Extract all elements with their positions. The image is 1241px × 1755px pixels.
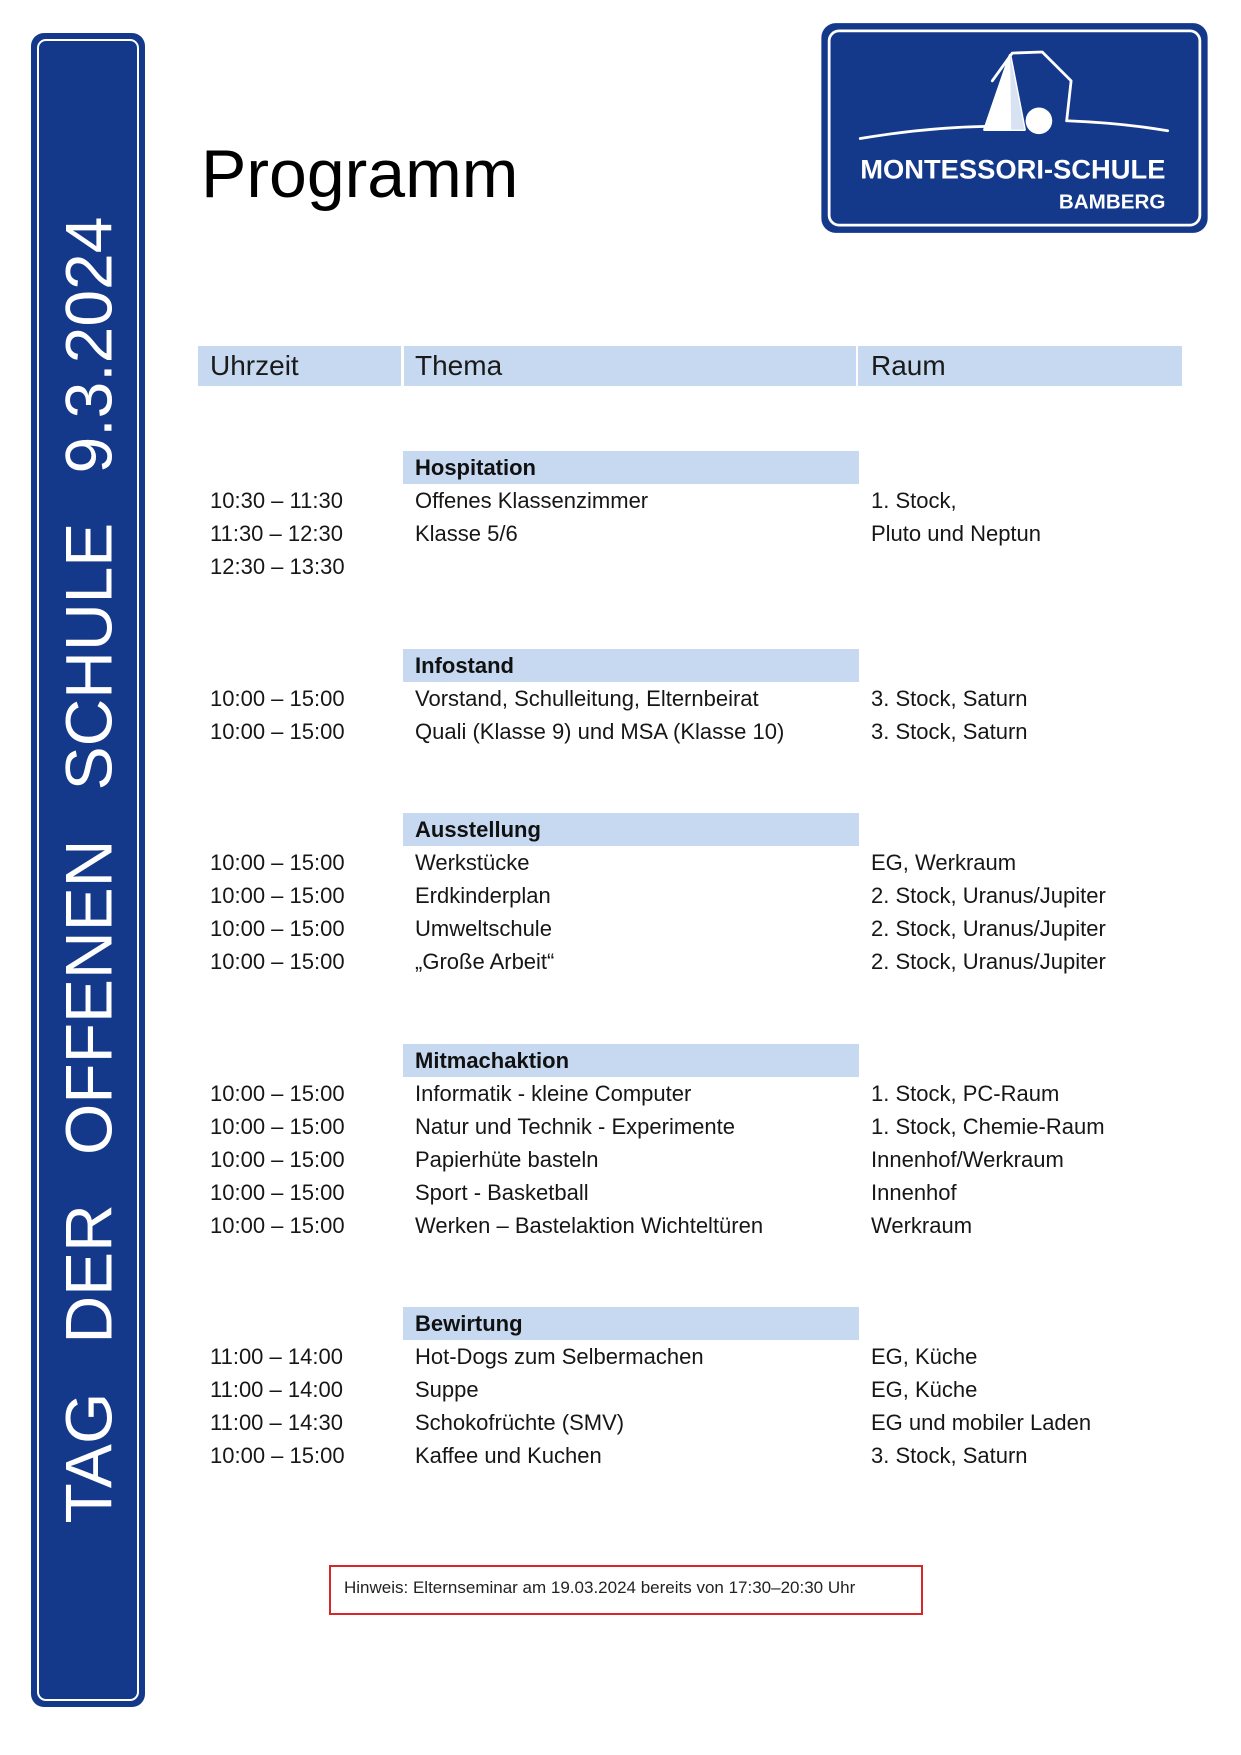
room-cell: EG, Küche — [871, 1377, 978, 1402]
time-cell: 10:00 – 15:00 — [210, 1443, 345, 1468]
section-ausstellung — [198, 813, 1188, 978]
room-cell: EG und mobiler Laden — [871, 1410, 1092, 1435]
topic-cell: Sport - Basketball — [415, 1180, 589, 1205]
room-cell: 1. Stock, — [871, 488, 957, 513]
schedule-row — [198, 1373, 1188, 1406]
sidebar-title — [53, 217, 123, 1524]
logo-school-name: MONTESSORI-SCHULE — [860, 154, 1166, 185]
schedule-row — [198, 846, 1188, 879]
topic-cell: Hot-Dogs zum Selbermachen — [415, 1344, 704, 1369]
time-cell: 11:30 – 12:30 — [210, 521, 343, 546]
schedule-row — [198, 879, 1188, 912]
topic-cell: Vorstand, Schulleitung, Elternbeirat — [415, 686, 759, 711]
time-cell: 10:00 – 15:00 — [210, 1147, 345, 1172]
sidebar-title-word: OFFENEN — [51, 839, 125, 1155]
room-cell: EG, Küche — [871, 1344, 978, 1369]
room-cell: 2. Stock, Uranus/Jupiter — [871, 916, 1106, 941]
room-cell: Innenhof/Werkraum — [871, 1147, 1064, 1172]
section-title: Infostand — [403, 649, 859, 682]
room-cell: 3. Stock, Saturn — [871, 719, 1028, 744]
school-logo — [820, 22, 1209, 234]
time-cell: 11:00 – 14:30 — [210, 1410, 343, 1435]
time-cell: 10:00 – 15:00 — [210, 1114, 345, 1139]
topic-cell: Schokofrüchte (SMV) — [415, 1410, 625, 1435]
room-cell: 3. Stock, Saturn — [871, 686, 1028, 711]
topic-cell: Klasse 5/6 — [415, 521, 518, 546]
section-bewirtung — [198, 1307, 1188, 1472]
schedule-row — [198, 682, 1188, 715]
room-cell: Pluto und Neptun — [871, 521, 1042, 546]
time-cell: 10:00 – 15:00 — [210, 1213, 345, 1238]
room-cell: 2. Stock, Uranus/Jupiter — [871, 949, 1106, 974]
topic-cell: Werkstücke — [415, 850, 530, 875]
sidebar-title-word: DER — [51, 1204, 125, 1344]
topic-cell: Suppe — [415, 1377, 479, 1402]
topic-cell: Umweltschule — [415, 916, 552, 941]
room-cell: 2. Stock, Uranus/Jupiter — [871, 883, 1106, 908]
time-cell: 12:30 – 13:30 — [210, 554, 345, 579]
time-cell: 10:00 – 15:00 — [210, 949, 345, 974]
logo-ball — [1026, 107, 1053, 134]
school-logo-graphic — [820, 22, 1209, 234]
column-header-topic: Thema — [404, 346, 856, 386]
section-title: Hospitation — [403, 451, 859, 484]
room-cell: 1. Stock, Chemie-Raum — [871, 1114, 1105, 1139]
topic-cell: Informatik - kleine Computer — [415, 1081, 692, 1106]
section-hospitation — [198, 451, 1188, 583]
section-infostand — [198, 649, 1188, 748]
time-cell: 11:00 – 14:00 — [210, 1377, 343, 1402]
time-cell: 10:00 – 15:00 — [210, 719, 345, 744]
logo-city: BAMBERG — [1058, 191, 1166, 214]
column-header-time: Uhrzeit — [198, 346, 401, 386]
schedule-row — [198, 715, 1188, 748]
topic-cell: Offenes Klassenzimmer — [415, 488, 649, 513]
room-cell: 3. Stock, Saturn — [871, 1443, 1028, 1468]
section-title: Bewirtung — [403, 1307, 859, 1340]
time-cell: 10:00 – 15:00 — [210, 1081, 345, 1106]
notice-text: Hinweis: Elternseminar am 19.03.2024 bereits von 17:30–20:30 Uhr — [344, 1578, 856, 1597]
room-cell: EG, Werkraum — [871, 850, 1017, 875]
section-mitmachaktion — [198, 1044, 1188, 1242]
time-cell: 10:30 – 11:30 — [210, 488, 343, 513]
schedule-row — [198, 1176, 1188, 1209]
schedule-row — [198, 1110, 1188, 1143]
schedule-row — [198, 1077, 1188, 1110]
schedule-row — [198, 1143, 1188, 1176]
time-cell: 10:00 – 15:00 — [210, 686, 345, 711]
table-header — [198, 346, 1182, 386]
schedule-row — [198, 945, 1188, 978]
time-cell: 11:00 – 14:00 — [210, 1344, 343, 1369]
schedule-row — [198, 1340, 1188, 1373]
page-title: Programm — [201, 136, 519, 212]
schedule-row — [198, 1406, 1188, 1439]
time-cell: 10:00 – 15:00 — [210, 916, 345, 941]
time-cell: 10:00 – 15:00 — [210, 1180, 345, 1205]
room-cell: Werkraum — [871, 1213, 973, 1238]
topic-cell: Natur und Technik - Experimente — [415, 1114, 735, 1139]
schedule-row — [198, 484, 1188, 517]
schedule-row — [198, 517, 1188, 550]
topic-cell: Werken – Bastelaktion Wichteltüren — [415, 1213, 764, 1238]
sidebar-title-word: 9.3.2024 — [51, 216, 125, 474]
schedule-row — [198, 912, 1188, 945]
time-cell: 10:00 – 15:00 — [210, 883, 345, 908]
topic-cell: „Große Arbeit“ — [415, 949, 555, 974]
room-cell: 1. Stock, PC-Raum — [871, 1081, 1060, 1106]
notice-box — [329, 1565, 923, 1615]
sidebar-title-word: TAG — [51, 1392, 125, 1524]
schedule-row — [198, 1439, 1188, 1472]
topic-cell: Quali (Klasse 9) und MSA (Klasse 10) — [415, 719, 785, 744]
time-cell: 10:00 – 15:00 — [210, 850, 345, 875]
column-header-room: Raum — [858, 346, 1182, 386]
section-title: Ausstellung — [403, 813, 859, 846]
section-title: Mitmachaktion — [403, 1044, 859, 1077]
room-cell: Innenhof — [871, 1180, 957, 1205]
sidebar-title-word: SCHULE — [51, 522, 125, 791]
event-sidebar — [31, 33, 145, 1707]
topic-cell: Kaffee und Kuchen — [415, 1443, 602, 1468]
topic-cell: Erdkinderplan — [415, 883, 551, 908]
schedule-row — [198, 550, 1188, 583]
topic-cell: Papierhüte basteln — [415, 1147, 599, 1172]
schedule-row — [198, 1209, 1188, 1242]
